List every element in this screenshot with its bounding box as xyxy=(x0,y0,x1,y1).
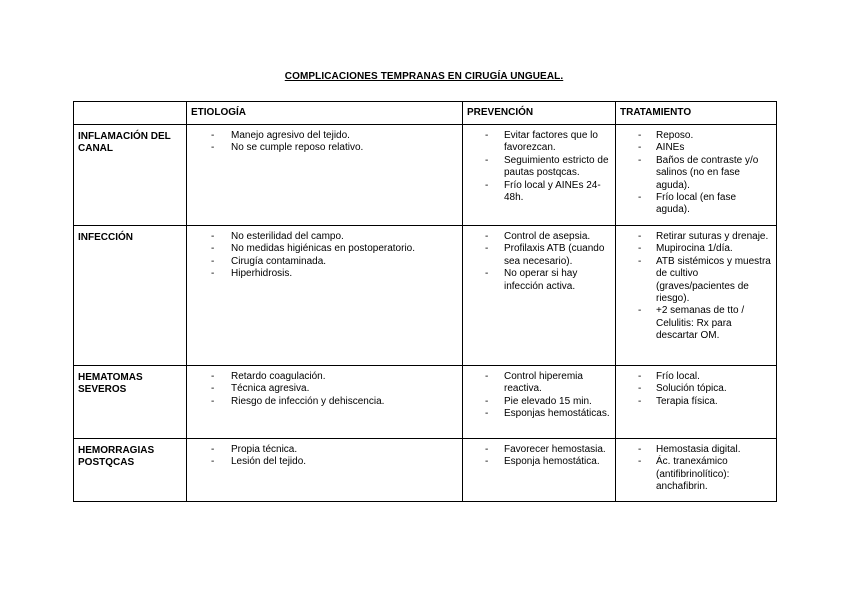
list-item: - Esponja hemostática. xyxy=(485,456,600,468)
list-item: - Ác. tranexámico (antifibrinolítico): anchafibrin. xyxy=(638,456,730,493)
header-row xyxy=(74,102,777,125)
table-row xyxy=(74,439,777,502)
list-item: - Riesgo de infección y dehiscencia. xyxy=(211,395,385,407)
list-item: - +2 semanas de tto / Celulitis: Rx para descartar OM. xyxy=(638,305,745,342)
table-row xyxy=(74,226,777,366)
table-row xyxy=(74,125,777,226)
header-etiologia: ETIOLOGÍA xyxy=(187,102,463,125)
list-item: - Control de asepsia. xyxy=(485,231,591,242)
tratamiento-cell xyxy=(616,125,777,226)
row-label: INFLAMACIÓN DEL CANAL xyxy=(74,125,187,226)
list-item: - Pie elevado 15 min. xyxy=(485,395,592,407)
prevencion-cell xyxy=(463,125,616,226)
list-item: - Solución tópica. xyxy=(638,383,727,395)
list-item: - Cirugía contaminada. xyxy=(211,255,327,267)
list-item: - Control hiperemia reactiva. xyxy=(485,371,583,395)
list-item: - Frío local y AINEs 24-48h. xyxy=(485,179,601,204)
tratamiento-cell xyxy=(616,366,777,439)
list-item: - No se cumple reposo relativo. xyxy=(211,142,364,154)
etiologia-cell xyxy=(187,226,463,366)
list-item: - ATB sistémicos y muestra de cultivo (graves/pacientes de riesgo). xyxy=(638,255,771,305)
list-item: - Hemostasia digital. xyxy=(638,444,741,455)
list-item: - Hiperhidrosis. xyxy=(211,268,293,280)
list-item: - Retardo coagulación. xyxy=(211,371,326,382)
document-title: COMPLICACIONES TEMPRANAS EN CIRUGÍA UNGUEAL. xyxy=(284,71,564,82)
list-item: - Baños de contraste y/o salinos (no en fase aguda). xyxy=(638,154,759,191)
list-item: - No medidas higiénicas en postoperatorio. xyxy=(211,243,415,255)
list-item: - Lesión del tejido. xyxy=(211,456,307,468)
list-item: - Profilaxis ATB (cuando sea necesario). xyxy=(485,243,605,267)
prevencion-cell xyxy=(463,439,616,502)
list-item: - Mupirocina 1/día. xyxy=(638,243,733,255)
list-item: - Esponjas hemostáticas. xyxy=(485,408,610,420)
row-label: HEMATOMAS SEVEROS xyxy=(74,366,187,439)
list-item: - Frío local (en fase aguda). xyxy=(638,192,737,216)
tratamiento-cell xyxy=(616,226,777,366)
list-item: - AINEs xyxy=(638,142,685,154)
prevencion-cell xyxy=(463,226,616,366)
list-item: - Técnica agresiva. xyxy=(211,383,310,395)
list-item: - Reposo. xyxy=(638,130,694,141)
list-item: - No esterilidad del campo. xyxy=(211,231,344,242)
complications-table xyxy=(73,101,777,502)
etiologia-cell xyxy=(187,125,463,226)
list-item: - Evitar factores que lo favorezcan. xyxy=(485,130,598,154)
list-item: - Retirar suturas y drenaje. xyxy=(638,231,769,242)
list-item: - Favorecer hemostasia. xyxy=(485,444,606,455)
list-item: - Frío local. xyxy=(638,371,700,382)
list-item: - Seguimiento estricto de pautas postqcas. xyxy=(485,154,609,179)
header-empty xyxy=(74,102,187,125)
list-item: - Manejo agresivo del tejido. xyxy=(211,130,350,141)
row-label: HEMORRAGIAS POSTQCAS xyxy=(74,439,187,502)
list-item: - No operar si hay infección activa. xyxy=(485,268,578,292)
list-item: - Terapia física. xyxy=(638,395,718,407)
tratamiento-cell xyxy=(616,439,777,502)
table-row xyxy=(74,366,777,439)
etiologia-cell xyxy=(187,439,463,502)
row-label: INFECCIÓN xyxy=(74,226,187,366)
header-prevencion: PREVENCIÓN xyxy=(463,102,616,125)
list-item: - Propia técnica. xyxy=(211,444,298,455)
etiologia-cell xyxy=(187,366,463,439)
prevencion-cell xyxy=(463,366,616,439)
header-tratamiento: TRATAMIENTO xyxy=(616,102,777,125)
